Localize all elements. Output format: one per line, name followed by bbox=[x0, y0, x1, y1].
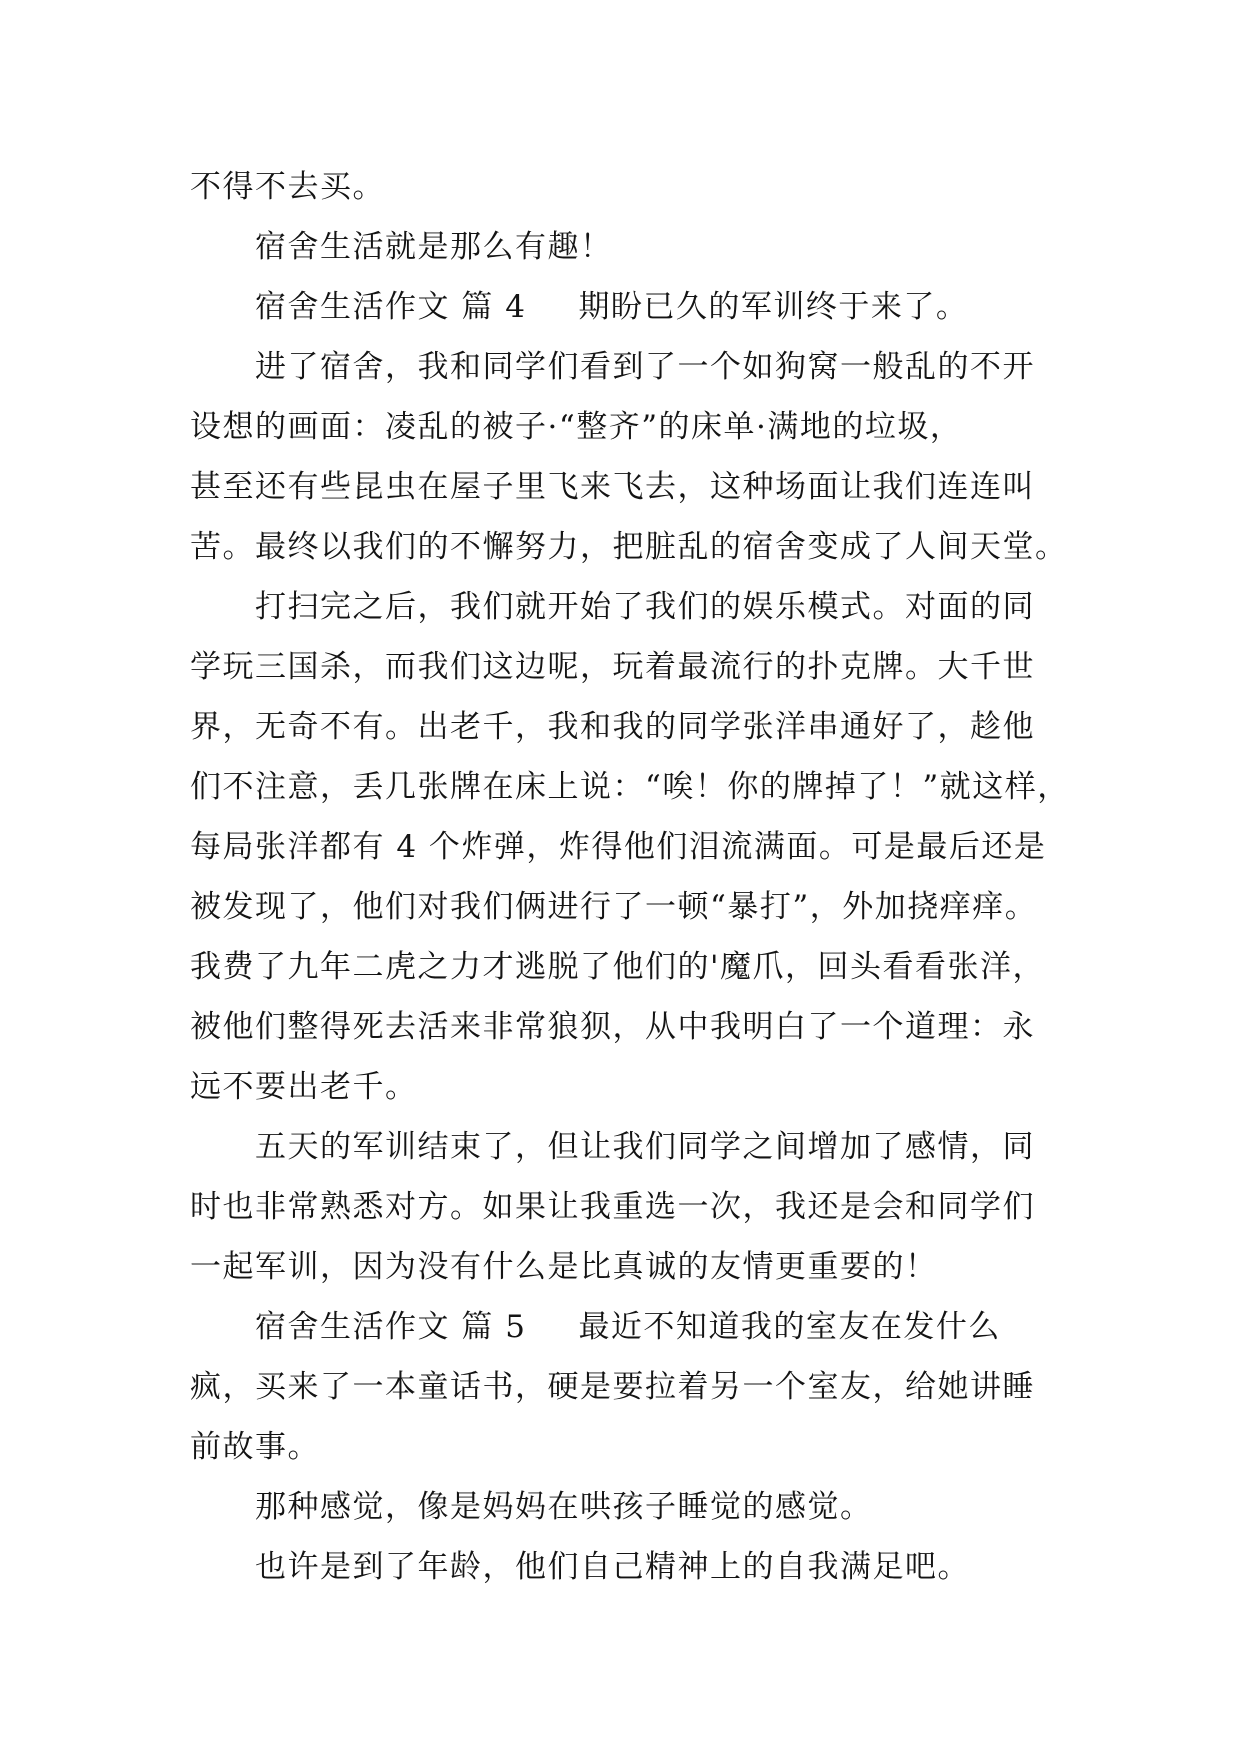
section-heading: 宿舍生活作文 篇 5 bbox=[255, 1309, 527, 1345]
text-line: 被他们整得死去活来非常狼狈，从中我明白了一个道理：永 bbox=[190, 1009, 1035, 1045]
text-line: 时也非常熟悉对方。如果让我重选一次，我还是会和同学们 bbox=[190, 1189, 1035, 1225]
text-line: 期盼已久的军训终于来了。 bbox=[578, 289, 969, 325]
text-line: 宿舍生活就是那么有趣！ bbox=[255, 229, 613, 265]
section-heading-line bbox=[190, 277, 1050, 337]
text-line: 每局张洋都有 4 个炸弹，炸得他们泪流满面。可是最后还是 bbox=[190, 829, 1047, 865]
text-line: 打扫完之后，我们就开始了我们的娱乐模式。对面的同 bbox=[255, 589, 1035, 625]
text-line: 我费了九年二虎之力才逃脱了他们的'魔爪，回头看看张洋， bbox=[190, 949, 1046, 985]
text-line: 最近不知道我的室友在发什么 bbox=[578, 1309, 1001, 1345]
essay-body bbox=[190, 157, 1070, 1597]
text-line: 界，无奇不有。出老千，我和我的同学张洋串通好了，趁他 bbox=[190, 709, 1035, 745]
text-line: 疯，买来了一本童话书，硬是要拉着另一个室友，给她讲睡 bbox=[190, 1369, 1035, 1405]
text-line: 学玩三国杀，而我们这边呢，玩着最流行的扑克牌。大千世 bbox=[190, 649, 1035, 685]
text-line: 五天的军训结束了，但让我们同学之间增加了感情，同 bbox=[255, 1129, 1035, 1165]
text-line: 进了宿舍，我和同学们看到了一个如狗窝一般乱的不开 bbox=[255, 349, 1035, 385]
text-line: 也许是到了年龄，他们自己精神上的自我满足吧。 bbox=[255, 1549, 970, 1585]
text-line: 设想的画面：凌乱的被子·“整齐”的床单·满地的垃圾， bbox=[190, 409, 963, 445]
text-line: 被发现了，他们对我们俩进行了一顿“暴打”，外加挠痒痒。 bbox=[190, 889, 1038, 925]
text-line: 一起军训，因为没有什么是比真诚的友情更重要的！ bbox=[190, 1249, 938, 1285]
text-line: 们不注意，丢几张牌在床上说：“唉！你的牌掉了！”就这样， bbox=[190, 769, 1070, 805]
text-line: 不得不去买。 bbox=[190, 169, 385, 205]
text-line: 苦。最终以我们的不懈努力，把脏乱的宿舍变成了人间天堂。 bbox=[190, 529, 1068, 565]
section-heading-line bbox=[190, 1297, 1050, 1357]
text-line: 那种感觉，像是妈妈在哄孩子睡觉的感觉。 bbox=[255, 1489, 873, 1525]
section-heading: 宿舍生活作文 篇 4 bbox=[255, 289, 527, 325]
text-line: 前故事。 bbox=[190, 1429, 320, 1465]
text-line: 甚至还有些昆虫在屋子里飞来飞去，这种场面让我们连连叫 bbox=[190, 469, 1035, 505]
text-line: 远不要出老千。 bbox=[190, 1069, 418, 1105]
